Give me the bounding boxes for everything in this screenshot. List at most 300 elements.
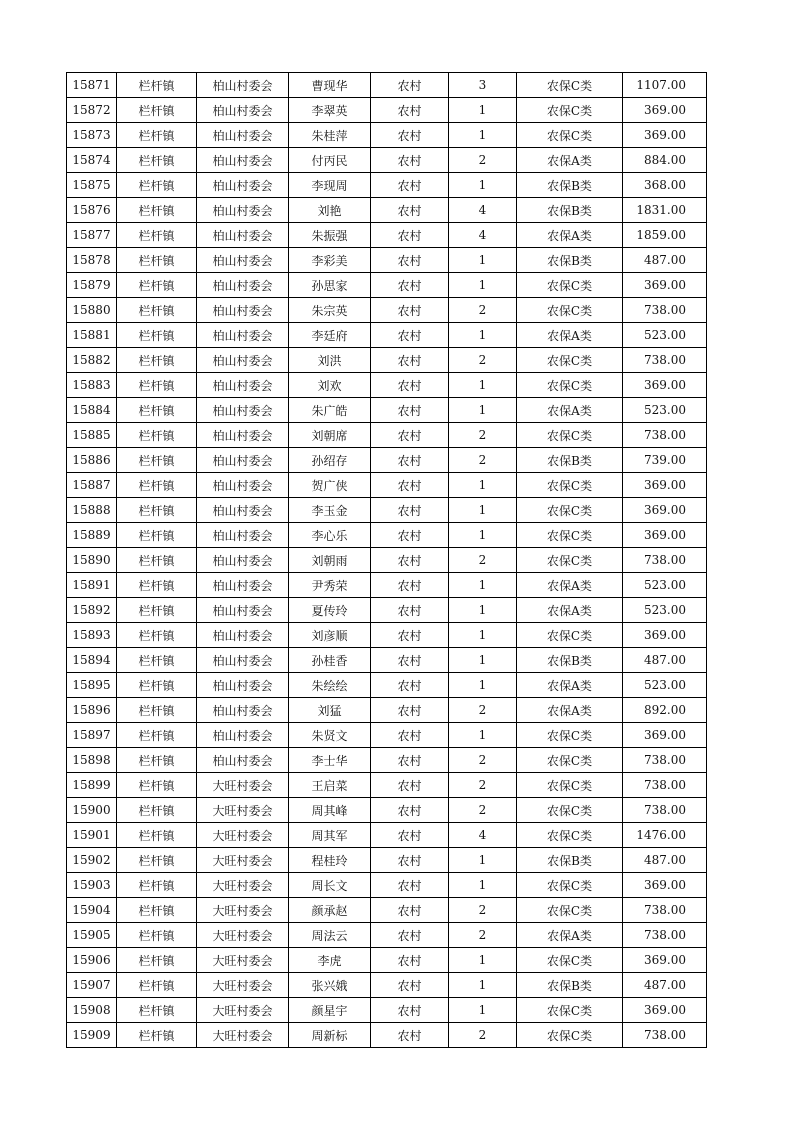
record-number: 15893 — [67, 623, 117, 648]
record-number: 15889 — [67, 523, 117, 548]
name-cell: 刘猛 — [289, 698, 371, 723]
insurance-class-cell: 农保C类 — [517, 273, 623, 298]
amount-cell: 892.00 — [623, 698, 707, 723]
village-cell: 柏山村委会 — [197, 498, 289, 523]
record-number: 15872 — [67, 98, 117, 123]
amount-cell: 738.00 — [623, 923, 707, 948]
village-cell: 柏山村委会 — [197, 223, 289, 248]
record-number: 15873 — [67, 123, 117, 148]
area-type-cell: 农村 — [371, 523, 449, 548]
insurance-class-cell: 农保C类 — [517, 998, 623, 1023]
area-type-cell: 农村 — [371, 173, 449, 198]
insurance-class-cell: 农保C类 — [517, 873, 623, 898]
table-row — [67, 73, 707, 98]
insurance-class-cell: 农保C类 — [517, 423, 623, 448]
name-cell: 朱宗英 — [289, 298, 371, 323]
area-type-cell: 农村 — [371, 923, 449, 948]
name-cell: 刘朝席 — [289, 423, 371, 448]
amount-cell: 738.00 — [623, 773, 707, 798]
table-row — [67, 573, 707, 598]
amount-cell: 1107.00 — [623, 73, 707, 98]
town-cell: 栏杆镇 — [117, 598, 197, 623]
household-count-cell: 2 — [449, 1023, 517, 1048]
table-row — [67, 448, 707, 473]
area-type-cell: 农村 — [371, 473, 449, 498]
household-count-cell: 1 — [449, 398, 517, 423]
insurance-class-cell: 农保B类 — [517, 198, 623, 223]
record-number: 15890 — [67, 548, 117, 573]
village-cell: 大旺村委会 — [197, 898, 289, 923]
village-cell: 柏山村委会 — [197, 723, 289, 748]
area-type-cell: 农村 — [371, 848, 449, 873]
household-count-cell: 1 — [449, 473, 517, 498]
table-row — [67, 798, 707, 823]
name-cell: 周法云 — [289, 923, 371, 948]
name-cell: 刘欢 — [289, 373, 371, 398]
name-cell: 刘洪 — [289, 348, 371, 373]
insurance-class-cell: 农保A类 — [517, 698, 623, 723]
amount-cell: 738.00 — [623, 798, 707, 823]
record-number: 15875 — [67, 173, 117, 198]
amount-cell: 1476.00 — [623, 823, 707, 848]
table-row — [67, 898, 707, 923]
town-cell: 栏杆镇 — [117, 723, 197, 748]
amount-cell: 369.00 — [623, 498, 707, 523]
area-type-cell: 农村 — [371, 823, 449, 848]
area-type-cell: 农村 — [371, 998, 449, 1023]
record-number: 15904 — [67, 898, 117, 923]
insurance-class-cell: 农保C类 — [517, 898, 623, 923]
name-cell: 周长文 — [289, 873, 371, 898]
table-row — [67, 923, 707, 948]
town-cell: 栏杆镇 — [117, 823, 197, 848]
household-count-cell: 1 — [449, 648, 517, 673]
table-body — [67, 73, 707, 1048]
town-cell: 栏杆镇 — [117, 473, 197, 498]
record-number: 15880 — [67, 298, 117, 323]
amount-cell: 523.00 — [623, 323, 707, 348]
town-cell: 栏杆镇 — [117, 948, 197, 973]
record-number: 15903 — [67, 873, 117, 898]
household-count-cell: 2 — [449, 773, 517, 798]
village-cell: 大旺村委会 — [197, 948, 289, 973]
household-count-cell: 1 — [449, 573, 517, 598]
village-cell: 柏山村委会 — [197, 623, 289, 648]
village-cell: 柏山村委会 — [197, 123, 289, 148]
insurance-class-cell: 农保A类 — [517, 223, 623, 248]
insurance-class-cell: 农保A类 — [517, 923, 623, 948]
town-cell: 栏杆镇 — [117, 848, 197, 873]
name-cell: 李翠英 — [289, 98, 371, 123]
town-cell: 栏杆镇 — [117, 273, 197, 298]
name-cell: 刘朝雨 — [289, 548, 371, 573]
record-number: 15896 — [67, 698, 117, 723]
area-type-cell: 农村 — [371, 148, 449, 173]
record-number: 15909 — [67, 1023, 117, 1048]
household-count-cell: 2 — [449, 798, 517, 823]
record-number: 15882 — [67, 348, 117, 373]
record-number: 15879 — [67, 273, 117, 298]
record-number: 15885 — [67, 423, 117, 448]
town-cell: 栏杆镇 — [117, 673, 197, 698]
name-cell: 李廷府 — [289, 323, 371, 348]
table-row — [67, 348, 707, 373]
insurance-class-cell: 农保A类 — [517, 148, 623, 173]
town-cell: 栏杆镇 — [117, 698, 197, 723]
town-cell: 栏杆镇 — [117, 648, 197, 673]
village-cell: 柏山村委会 — [197, 98, 289, 123]
amount-cell: 369.00 — [623, 948, 707, 973]
insurance-class-cell: 农保C类 — [517, 823, 623, 848]
village-cell: 柏山村委会 — [197, 573, 289, 598]
village-cell: 柏山村委会 — [197, 598, 289, 623]
area-type-cell: 农村 — [371, 698, 449, 723]
record-number: 15888 — [67, 498, 117, 523]
area-type-cell: 农村 — [371, 248, 449, 273]
village-cell: 大旺村委会 — [197, 923, 289, 948]
name-cell: 朱贤文 — [289, 723, 371, 748]
amount-cell: 369.00 — [623, 723, 707, 748]
table-row — [67, 223, 707, 248]
household-count-cell: 1 — [449, 173, 517, 198]
insurance-class-cell: 农保C类 — [517, 373, 623, 398]
table-row — [67, 873, 707, 898]
village-cell: 柏山村委会 — [197, 198, 289, 223]
name-cell: 朱桂萍 — [289, 123, 371, 148]
insurance-class-cell: 农保B类 — [517, 848, 623, 873]
name-cell: 颜星宇 — [289, 998, 371, 1023]
name-cell: 周其军 — [289, 823, 371, 848]
area-type-cell: 农村 — [371, 323, 449, 348]
record-number: 15876 — [67, 198, 117, 223]
insurance-class-cell: 农保C类 — [517, 123, 623, 148]
table-row — [67, 823, 707, 848]
household-count-cell: 1 — [449, 848, 517, 873]
amount-cell: 739.00 — [623, 448, 707, 473]
name-cell: 刘艳 — [289, 198, 371, 223]
amount-cell: 368.00 — [623, 173, 707, 198]
amount-cell: 487.00 — [623, 648, 707, 673]
town-cell: 栏杆镇 — [117, 248, 197, 273]
household-count-cell: 4 — [449, 198, 517, 223]
area-type-cell: 农村 — [371, 273, 449, 298]
table-row — [67, 423, 707, 448]
area-type-cell: 农村 — [371, 748, 449, 773]
household-count-cell: 1 — [449, 248, 517, 273]
name-cell: 李虎 — [289, 948, 371, 973]
town-cell: 栏杆镇 — [117, 148, 197, 173]
amount-cell: 738.00 — [623, 548, 707, 573]
area-type-cell: 农村 — [371, 773, 449, 798]
household-count-cell: 2 — [449, 148, 517, 173]
insurance-class-cell: 农保B类 — [517, 448, 623, 473]
area-type-cell: 农村 — [371, 448, 449, 473]
amount-cell: 369.00 — [623, 473, 707, 498]
household-count-cell: 1 — [449, 948, 517, 973]
town-cell: 栏杆镇 — [117, 523, 197, 548]
household-count-cell: 2 — [449, 748, 517, 773]
town-cell: 栏杆镇 — [117, 198, 197, 223]
record-number: 15883 — [67, 373, 117, 398]
name-cell: 李士华 — [289, 748, 371, 773]
household-count-cell: 1 — [449, 873, 517, 898]
table-row — [67, 723, 707, 748]
household-count-cell: 4 — [449, 823, 517, 848]
record-number: 15891 — [67, 573, 117, 598]
village-cell: 柏山村委会 — [197, 423, 289, 448]
town-cell: 栏杆镇 — [117, 573, 197, 598]
area-type-cell: 农村 — [371, 673, 449, 698]
amount-cell: 738.00 — [623, 898, 707, 923]
table-row — [67, 248, 707, 273]
household-count-cell: 1 — [449, 973, 517, 998]
village-cell: 柏山村委会 — [197, 373, 289, 398]
name-cell: 孙思家 — [289, 273, 371, 298]
record-number: 15898 — [67, 748, 117, 773]
town-cell: 栏杆镇 — [117, 73, 197, 98]
amount-cell: 487.00 — [623, 248, 707, 273]
town-cell: 栏杆镇 — [117, 898, 197, 923]
town-cell: 栏杆镇 — [117, 423, 197, 448]
village-cell: 柏山村委会 — [197, 323, 289, 348]
name-cell: 王启菜 — [289, 773, 371, 798]
record-number: 15895 — [67, 673, 117, 698]
village-cell: 大旺村委会 — [197, 873, 289, 898]
record-number: 15884 — [67, 398, 117, 423]
record-number: 15877 — [67, 223, 117, 248]
insurance-class-cell: 农保C类 — [517, 523, 623, 548]
table-row — [67, 123, 707, 148]
area-type-cell: 农村 — [371, 348, 449, 373]
amount-cell: 1859.00 — [623, 223, 707, 248]
insurance-class-cell: 农保C类 — [517, 548, 623, 573]
village-cell: 柏山村委会 — [197, 548, 289, 573]
table-row — [67, 673, 707, 698]
village-cell: 柏山村委会 — [197, 273, 289, 298]
name-cell: 尹秀荣 — [289, 573, 371, 598]
household-count-cell: 1 — [449, 273, 517, 298]
insurance-class-cell: 农保C类 — [517, 723, 623, 748]
insurance-class-cell: 农保C类 — [517, 98, 623, 123]
area-type-cell: 农村 — [371, 873, 449, 898]
insurance-class-cell: 农保A类 — [517, 323, 623, 348]
table-row — [67, 648, 707, 673]
town-cell: 栏杆镇 — [117, 223, 197, 248]
amount-cell: 1831.00 — [623, 198, 707, 223]
village-cell: 柏山村委会 — [197, 398, 289, 423]
household-count-cell: 1 — [449, 598, 517, 623]
town-cell: 栏杆镇 — [117, 123, 197, 148]
insurance-class-cell: 农保C类 — [517, 623, 623, 648]
household-count-cell: 4 — [449, 223, 517, 248]
record-number: 15878 — [67, 248, 117, 273]
name-cell: 李彩美 — [289, 248, 371, 273]
village-cell: 柏山村委会 — [197, 748, 289, 773]
area-type-cell: 农村 — [371, 198, 449, 223]
household-count-cell: 1 — [449, 523, 517, 548]
insurance-class-cell: 农保C类 — [517, 748, 623, 773]
town-cell: 栏杆镇 — [117, 548, 197, 573]
insurance-class-cell: 农保C类 — [517, 298, 623, 323]
name-cell: 朱振强 — [289, 223, 371, 248]
area-type-cell: 农村 — [371, 98, 449, 123]
amount-cell: 738.00 — [623, 1023, 707, 1048]
name-cell: 李心乐 — [289, 523, 371, 548]
data-table — [66, 72, 707, 1048]
town-cell: 栏杆镇 — [117, 748, 197, 773]
village-cell: 大旺村委会 — [197, 973, 289, 998]
record-number: 15874 — [67, 148, 117, 173]
village-cell: 柏山村委会 — [197, 523, 289, 548]
name-cell: 付丙民 — [289, 148, 371, 173]
table-row — [67, 948, 707, 973]
table-row — [67, 473, 707, 498]
amount-cell: 523.00 — [623, 573, 707, 598]
record-number: 15902 — [67, 848, 117, 873]
record-number: 15907 — [67, 973, 117, 998]
town-cell: 栏杆镇 — [117, 998, 197, 1023]
record-number: 15899 — [67, 773, 117, 798]
insurance-class-cell: 农保C类 — [517, 348, 623, 373]
town-cell: 栏杆镇 — [117, 973, 197, 998]
record-number: 15900 — [67, 798, 117, 823]
amount-cell: 369.00 — [623, 373, 707, 398]
record-number: 15908 — [67, 998, 117, 1023]
area-type-cell: 农村 — [371, 798, 449, 823]
name-cell: 孙桂香 — [289, 648, 371, 673]
insurance-class-cell: 农保C类 — [517, 948, 623, 973]
name-cell: 夏传玲 — [289, 598, 371, 623]
table-row — [67, 298, 707, 323]
table-row — [67, 623, 707, 648]
insurance-class-cell: 农保B类 — [517, 173, 623, 198]
table-row — [67, 848, 707, 873]
town-cell: 栏杆镇 — [117, 98, 197, 123]
amount-cell: 369.00 — [623, 998, 707, 1023]
name-cell: 刘彦顺 — [289, 623, 371, 648]
household-count-cell: 1 — [449, 623, 517, 648]
amount-cell: 738.00 — [623, 748, 707, 773]
name-cell: 李现周 — [289, 173, 371, 198]
amount-cell: 523.00 — [623, 673, 707, 698]
insurance-class-cell: 农保C类 — [517, 1023, 623, 1048]
insurance-class-cell: 农保B类 — [517, 248, 623, 273]
record-number: 15906 — [67, 948, 117, 973]
table-row — [67, 548, 707, 573]
village-cell: 柏山村委会 — [197, 148, 289, 173]
insurance-class-cell: 农保A类 — [517, 673, 623, 698]
table-row — [67, 748, 707, 773]
town-cell: 栏杆镇 — [117, 323, 197, 348]
area-type-cell: 农村 — [371, 973, 449, 998]
village-cell: 柏山村委会 — [197, 698, 289, 723]
area-type-cell: 农村 — [371, 298, 449, 323]
area-type-cell: 农村 — [371, 948, 449, 973]
town-cell: 栏杆镇 — [117, 873, 197, 898]
town-cell: 栏杆镇 — [117, 923, 197, 948]
village-cell: 柏山村委会 — [197, 473, 289, 498]
name-cell: 朱绘绘 — [289, 673, 371, 698]
table-row — [67, 98, 707, 123]
village-cell: 大旺村委会 — [197, 848, 289, 873]
table-row — [67, 198, 707, 223]
area-type-cell: 农村 — [371, 123, 449, 148]
record-number: 15901 — [67, 823, 117, 848]
household-count-cell: 2 — [449, 448, 517, 473]
village-cell: 柏山村委会 — [197, 73, 289, 98]
area-type-cell: 农村 — [371, 723, 449, 748]
name-cell: 周新标 — [289, 1023, 371, 1048]
insurance-class-cell: 农保A类 — [517, 398, 623, 423]
amount-cell: 369.00 — [623, 98, 707, 123]
name-cell: 李玉金 — [289, 498, 371, 523]
town-cell: 栏杆镇 — [117, 773, 197, 798]
town-cell: 栏杆镇 — [117, 398, 197, 423]
amount-cell: 487.00 — [623, 848, 707, 873]
village-cell: 柏山村委会 — [197, 298, 289, 323]
table-row — [67, 973, 707, 998]
village-cell: 大旺村委会 — [197, 1023, 289, 1048]
town-cell: 栏杆镇 — [117, 498, 197, 523]
town-cell: 栏杆镇 — [117, 448, 197, 473]
table-row — [67, 273, 707, 298]
area-type-cell: 农村 — [371, 598, 449, 623]
household-count-cell: 1 — [449, 98, 517, 123]
town-cell: 栏杆镇 — [117, 1023, 197, 1048]
table-row — [67, 698, 707, 723]
record-number: 15887 — [67, 473, 117, 498]
table-row — [67, 1023, 707, 1048]
area-type-cell: 农村 — [371, 498, 449, 523]
household-count-cell: 2 — [449, 698, 517, 723]
name-cell: 颜承赵 — [289, 898, 371, 923]
name-cell: 朱广皓 — [289, 398, 371, 423]
amount-cell: 369.00 — [623, 523, 707, 548]
village-cell: 大旺村委会 — [197, 773, 289, 798]
record-number: 15886 — [67, 448, 117, 473]
record-number: 15894 — [67, 648, 117, 673]
area-type-cell: 农村 — [371, 223, 449, 248]
record-number: 15897 — [67, 723, 117, 748]
area-type-cell: 农村 — [371, 373, 449, 398]
household-count-cell: 1 — [449, 998, 517, 1023]
village-cell: 柏山村委会 — [197, 648, 289, 673]
town-cell: 栏杆镇 — [117, 798, 197, 823]
amount-cell: 369.00 — [623, 623, 707, 648]
village-cell: 大旺村委会 — [197, 823, 289, 848]
insurance-class-cell: 农保B类 — [517, 648, 623, 673]
amount-cell: 738.00 — [623, 348, 707, 373]
name-cell: 周其峰 — [289, 798, 371, 823]
amount-cell: 369.00 — [623, 123, 707, 148]
table-row — [67, 998, 707, 1023]
table-row — [67, 173, 707, 198]
town-cell: 栏杆镇 — [117, 373, 197, 398]
table-row — [67, 598, 707, 623]
insurance-class-cell: 农保C类 — [517, 773, 623, 798]
amount-cell: 487.00 — [623, 973, 707, 998]
insurance-class-cell: 农保A类 — [517, 573, 623, 598]
record-number: 15871 — [67, 73, 117, 98]
household-count-cell: 2 — [449, 298, 517, 323]
town-cell: 栏杆镇 — [117, 173, 197, 198]
household-count-cell: 1 — [449, 673, 517, 698]
area-type-cell: 农村 — [371, 648, 449, 673]
amount-cell: 523.00 — [623, 398, 707, 423]
area-type-cell: 农村 — [371, 623, 449, 648]
household-count-cell: 1 — [449, 123, 517, 148]
insurance-class-cell: 农保A类 — [517, 598, 623, 623]
